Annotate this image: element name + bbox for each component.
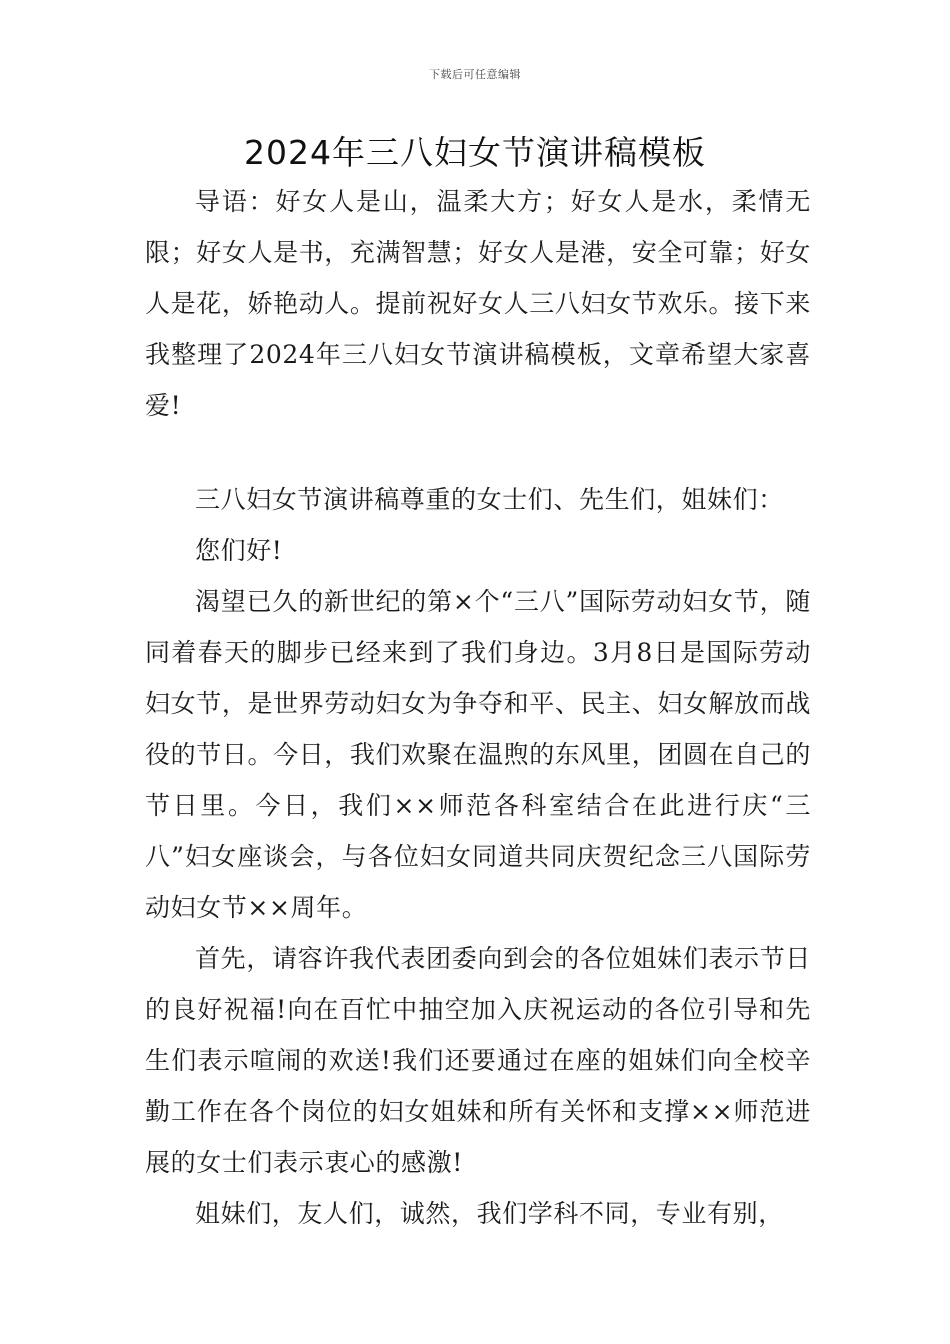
document-title: 2024年三八妇女节演讲稿模板	[244, 133, 706, 172]
speech-section	[145, 474, 811, 1239]
body-paragraph: 渴望已久的新世纪的第×个“三八”国际劳动妇女节，随同着春天的脚步已经来到了我们身边。3月8日是国际劳动妇女节，是世界劳动妇女为争夺和平、民主、妇女解放而战役的节日。今日，我们欢聚在温煦的东风里，团圆在自己的节日里。今日，我们××师范各科室结合在此进行庆“三八”妇女座谈会，与各位妇女同道共同庆贺纪念三八国际劳动妇女节××周年。	[145, 587, 811, 922]
intro-paragraph: 导语：好女人是山，温柔大方；好女人是水，柔情无限；好女人是书，充满智慧；好女人是港，安全可靠；好女人是花，娇艳动人。提前祝好女人三八妇女节欢乐。接下来我整理了2024年三八妇女节演讲稿模板，文章希望大家喜爱!	[145, 187, 811, 420]
salutation-paragraph: 三八妇女节演讲稿尊重的女士们、先生们，姐妹们：	[195, 485, 784, 514]
header-note: 下载后可任意编辑	[429, 68, 521, 81]
greeting-paragraph: 您们好!	[195, 536, 283, 565]
body-paragraph: 首先，请容许我代表团委向到会的各位姐妹们表示节日的良好祝福!向在百忙中抽空加入庆祝运动的各位引导和先生们表示喧闹的欢送!我们还要通过在座的姐妹们向全校辛勤工作在各个岗位的妇女姐妹和所有关怀和支撑××师范进展的女士们表示衷心的感激!	[145, 944, 811, 1177]
body-paragraph: 姐妹们，友人们，诚然，我们学科不同，专业有别，	[195, 1199, 784, 1228]
intro-section	[145, 176, 811, 431]
